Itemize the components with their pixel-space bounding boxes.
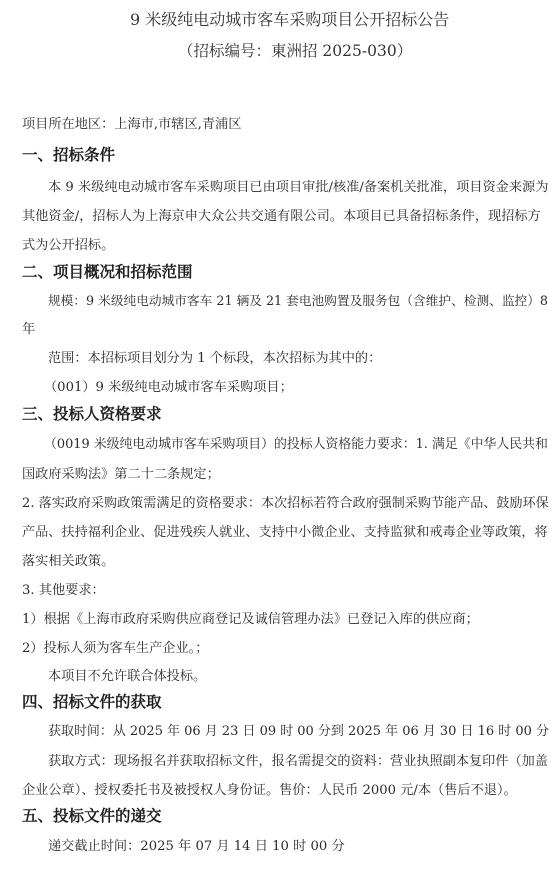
s5-deadline: 递交截止时间：2025 年 07 月 14 日 10 时 00 分 — [48, 839, 345, 854]
s3-req-2: 2）投标人须为客车生产企业。； — [22, 641, 209, 656]
section-heading-3: 三、投标人资格要求 — [22, 405, 162, 423]
s2-scale-line: 年 — [22, 322, 36, 337]
section-heading-1: 一、招标条件 — [22, 146, 116, 164]
s4-method-line: 企业公章）、授权委托书及被授权人身份证。售价：人民币 2000 元/本（售后不退）。 — [22, 783, 517, 798]
s3-req-1: 1）根据《上海市政府采购供应商登记及诚信管理办法》已登记入库的供应商； — [22, 612, 479, 627]
s1-line: 其他资金/，招标人为上海京申大众公共交通有限公司。本项目已具备招标条件，现招标方 — [22, 209, 541, 224]
document-subtitle: （招标编号：東洲招 2025-030） — [178, 42, 413, 60]
s2-range: 范围：本招标项目划分为 1 个标段，本次招标为其中的： — [48, 351, 382, 366]
document-title: 9 米级纯电动城市客车采购项目公开招标公告 — [130, 10, 450, 29]
s1-line: 本 9 米级纯电动城市客车采购项目已由项目审批/核准/备案机关批准，项目资金来源为 — [48, 180, 549, 195]
s3-line: 2. 落实政府采购政策需满足的资格要求：本次招标若符合政府强制采购节能产品、鼓励环保 — [22, 496, 549, 511]
s3-consortium: 本项目不允许联合体投标。 — [48, 669, 207, 684]
section-heading-2: 二、项目概况和招标范围 — [22, 263, 193, 281]
s1-line: 式为公开招标。 — [22, 238, 115, 253]
s4-method-line: 获取方式：现场报名并获取招标文件，报名需提交的资料：营业执照副本复印件（加盖 — [48, 754, 548, 769]
s3-other: 3. 其他要求： — [22, 583, 105, 598]
s3-line: 落实相关政策。 — [22, 554, 115, 569]
s4-time: 获取时间：从 2025 年 06 月 23 日 09 时 00 分到 2025 年 06 月 30 日 16 时 00 分 — [48, 724, 549, 739]
section-heading-4: 四、招标文件的获取 — [22, 693, 162, 711]
s3-line: （0019 米级纯电动城市客车采购项目）的投标人资格能力要求：1. 满足《中华人民共和 — [44, 437, 548, 452]
project-location: 项目所在地区：上海市,市辖区,青浦区 — [22, 117, 242, 132]
section-heading-5: 五、投标文件的递交 — [22, 807, 162, 825]
s3-line: 产品、扶持福利企业、促进残疾人就业、支持中小微企业、支持监狱和戒毒企业等政策，将 — [22, 525, 548, 540]
s2-scale-line: 规模：9 米级纯电动城市客车 21 辆及 21 套电池购置及服务包（含维护、检测、监控）8 — [48, 293, 548, 308]
s2-lot: （001）9 米级纯电动城市客车采购项目； — [44, 380, 293, 395]
s3-line: 国政府采购法》第二十二条规定； — [22, 467, 220, 482]
